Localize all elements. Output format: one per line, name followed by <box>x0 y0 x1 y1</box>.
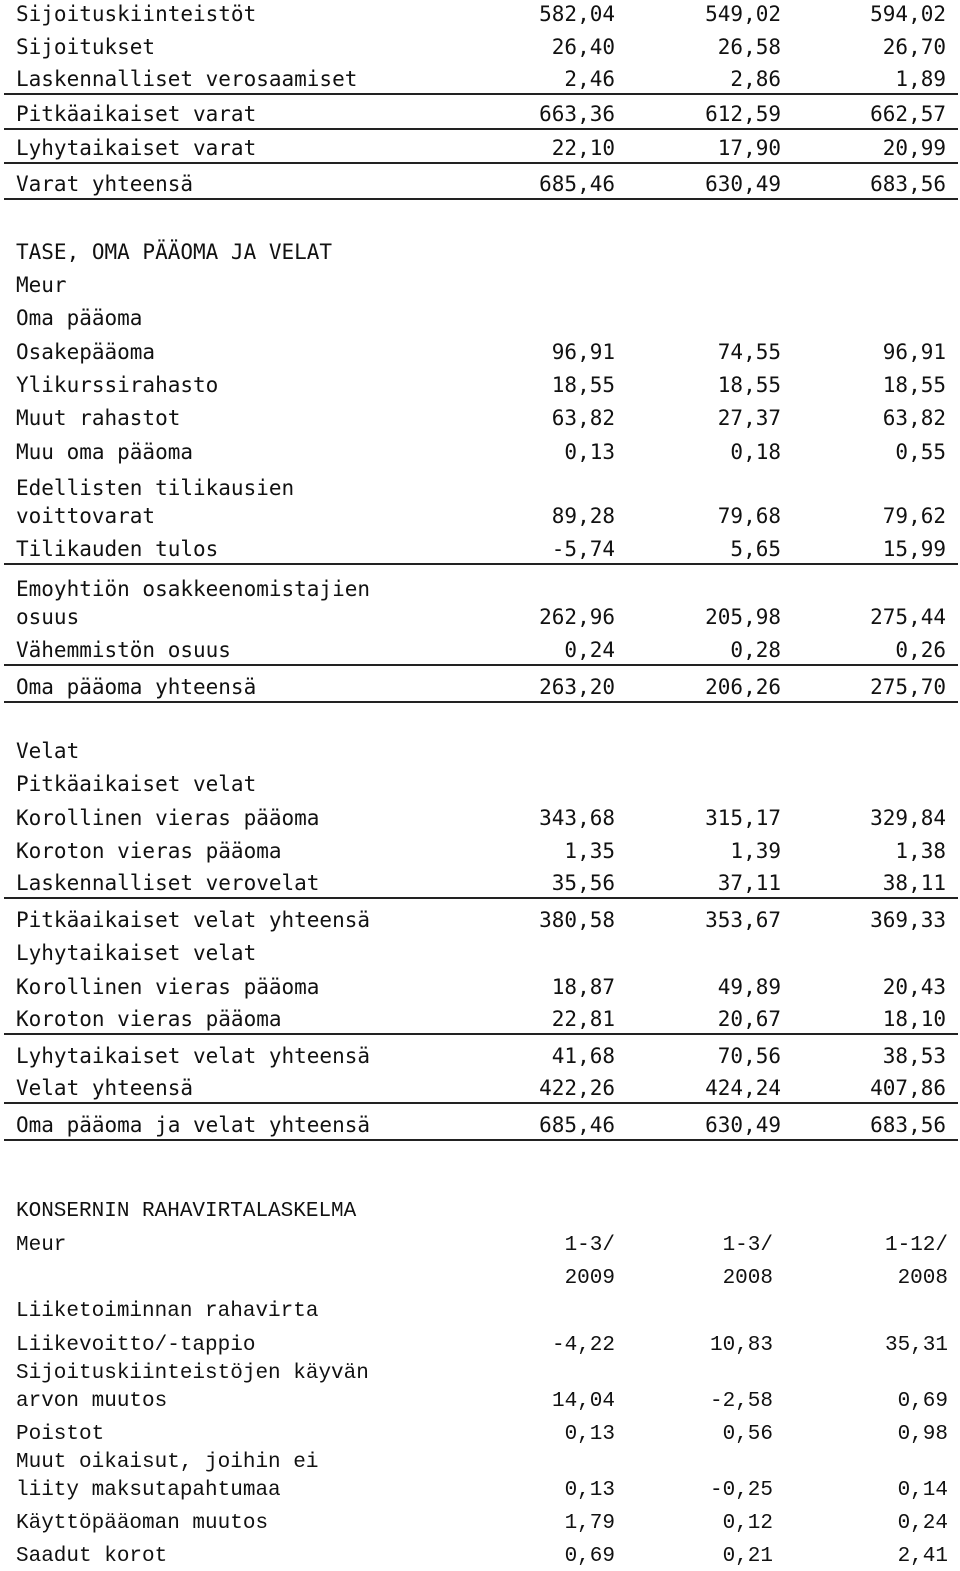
row-label: Muut rahastot <box>16 406 181 430</box>
table-row <box>4 61 958 94</box>
value-cell: 89,28 <box>551 504 615 528</box>
section-title: KONSERNIN RAHAVIRTALASKELMA <box>16 1200 357 1223</box>
value-cell: 343,68 <box>539 806 615 830</box>
value-cell: 17,90 <box>615 129 781 163</box>
table-row <box>4 564 958 631</box>
table-row <box>4 432 958 466</box>
value-cell: 0,28 <box>615 631 781 665</box>
value-cell: 663,36 <box>465 94 615 129</box>
value-cell: 594,02 <box>870 2 946 26</box>
value-cell: 18,87 <box>551 975 615 999</box>
unit-label: Meur <box>16 1234 67 1257</box>
value-cell: 10,83 <box>709 1334 773 1357</box>
balance-sheet-table <box>4 0 958 1141</box>
value-cell: 14,04 <box>551 1390 615 1413</box>
value-cell: 0,12 <box>722 1512 773 1535</box>
table-row <box>4 631 958 665</box>
table-row <box>4 0 958 28</box>
value-cell: 0,55 <box>895 440 946 464</box>
value-cell: 1,89 <box>781 61 958 94</box>
row-label: Vähemmistön osuus <box>4 631 465 665</box>
table-row <box>4 665 958 702</box>
table-row <box>4 1034 958 1070</box>
table-row <box>4 798 958 832</box>
value-cell: 0,14 <box>897 1479 948 1502</box>
row-label: Tilikauden tulos <box>4 530 465 564</box>
value-cell: 0,13 <box>564 1423 615 1446</box>
value-cell: 35,31 <box>884 1334 948 1357</box>
subsection-title: Liiketoiminnan rahavirta <box>16 1300 319 1323</box>
table-row <box>4 967 958 1001</box>
row-label: Lyhytaikaiset varat <box>4 129 465 163</box>
row-label-line1: Emoyhtiön osakkeenomistajien <box>16 577 371 601</box>
value-cell: 5,65 <box>615 530 781 564</box>
subtitle-row <box>4 934 958 967</box>
table-row <box>4 1360 958 1416</box>
header-row <box>4 1260 958 1293</box>
value-cell: 18,10 <box>781 1001 958 1034</box>
value-cell: 2,41 <box>897 1545 948 1568</box>
column-header: 1-3/ <box>722 1234 773 1257</box>
header-row <box>4 1226 958 1260</box>
value-cell: 63,82 <box>882 406 946 430</box>
section-title: TASE, OMA PÄÄOMA JA VELAT <box>16 240 333 264</box>
value-cell: 0,69 <box>897 1390 948 1413</box>
row-label-line1: Sijoituskiinteistöjen käyvän <box>16 1362 369 1385</box>
table-row <box>4 1001 958 1034</box>
column-header: 2008 <box>897 1267 948 1290</box>
row-label <box>4 564 465 631</box>
value-cell: 685,46 <box>465 163 615 199</box>
subtitle-row <box>4 765 958 798</box>
table-row <box>4 94 958 129</box>
value-cell: -2,58 <box>709 1390 773 1413</box>
row-label: Varat yhteensä <box>4 163 465 199</box>
row-label: Poistot <box>16 1423 105 1446</box>
table-row <box>4 129 958 163</box>
value-cell: -4,22 <box>551 1334 615 1357</box>
table-row <box>4 1449 958 1505</box>
row-label: Pitkäaikaiset varat <box>4 94 465 129</box>
row-label-line1: Muut oikaisut, joihin ei <box>16 1451 319 1474</box>
value-cell: 1,79 <box>564 1512 615 1535</box>
value-cell: 26,70 <box>882 35 946 59</box>
value-cell: 26,40 <box>551 35 615 59</box>
value-cell: 18,55 <box>717 373 781 397</box>
table-row <box>4 163 958 199</box>
row-label: Käyttöpääoman muutos <box>16 1512 269 1535</box>
subsection-title: Pitkäaikaiset velat <box>16 772 257 796</box>
column-header: 2009 <box>564 1267 615 1290</box>
table-row <box>4 28 958 61</box>
value-cell: 38,11 <box>781 865 958 898</box>
subtitle-row <box>4 299 958 332</box>
value-cell: 20,67 <box>615 1001 781 1034</box>
value-cell: 0,21 <box>722 1545 773 1568</box>
value-cell: 275,70 <box>781 665 958 702</box>
value-cell: 79,62 <box>882 504 946 528</box>
table-row <box>4 466 958 530</box>
row-label: Laskennalliset verovelat <box>4 865 465 898</box>
value-cell: 0,24 <box>465 631 615 665</box>
value-cell: 22,81 <box>465 1001 615 1034</box>
section-title-row <box>4 732 958 765</box>
value-cell: 15,99 <box>781 530 958 564</box>
row-label <box>4 466 465 530</box>
value-cell: 0,13 <box>564 1479 615 1502</box>
row-label: Oma pääoma yhteensä <box>4 665 465 702</box>
value-cell: 422,26 <box>465 1070 615 1103</box>
spacer-row <box>4 199 958 233</box>
table-row <box>4 1538 958 1571</box>
value-cell: 0,69 <box>564 1545 615 1568</box>
value-cell: 20,99 <box>781 129 958 163</box>
row-label: Ylikurssirahasto <box>16 373 219 397</box>
value-cell: 20,43 <box>882 975 946 999</box>
value-cell: 612,59 <box>615 94 781 129</box>
column-header: 1-3/ <box>564 1234 615 1257</box>
value-cell: 206,26 <box>615 665 781 702</box>
row-label <box>4 1449 465 1505</box>
row-label-line2: voittovarat <box>16 504 156 528</box>
value-cell: 0,56 <box>722 1423 773 1446</box>
row-label: Osakepääoma <box>16 340 156 364</box>
value-cell: 683,56 <box>781 163 958 199</box>
value-cell: 41,68 <box>551 1044 615 1068</box>
column-header: 1-12/ <box>884 1234 948 1257</box>
value-cell: 18,55 <box>882 373 946 397</box>
value-cell: 353,67 <box>705 908 781 932</box>
subtitle-row <box>4 1293 958 1326</box>
value-cell: -5,74 <box>465 530 615 564</box>
value-cell: 35,56 <box>465 865 615 898</box>
value-cell: 683,56 <box>781 1103 958 1140</box>
value-cell: 549,02 <box>705 2 781 26</box>
value-cell: 37,11 <box>615 865 781 898</box>
value-cell: 205,98 <box>705 605 781 629</box>
row-label: Lyhytaikaiset velat yhteensä <box>16 1044 371 1068</box>
row-label: Korollinen vieras pääoma <box>16 806 320 830</box>
value-cell: 329,84 <box>870 806 946 830</box>
spacer-row <box>4 702 958 732</box>
value-cell: 263,20 <box>465 665 615 702</box>
value-cell: 1,38 <box>895 839 946 863</box>
value-cell: 79,68 <box>717 504 781 528</box>
value-cell: 380,58 <box>539 908 615 932</box>
section-title-row <box>4 1194 958 1226</box>
table-row <box>4 1505 958 1538</box>
table-row <box>4 399 958 432</box>
row-label: Sijoitukset <box>16 35 156 59</box>
cashflow-table <box>4 1194 958 1571</box>
row-label-line2: osuus <box>16 605 80 629</box>
value-cell: 630,49 <box>615 163 781 199</box>
value-cell: 275,44 <box>870 605 946 629</box>
section-title: Velat <box>16 739 80 763</box>
row-label <box>4 1360 465 1416</box>
value-cell: 0,24 <box>897 1512 948 1535</box>
table-row <box>4 1326 958 1360</box>
table-row <box>4 1416 958 1449</box>
row-label: Liikevoitto/-tappio <box>16 1334 256 1357</box>
table-row <box>4 366 958 399</box>
value-cell: 1,39 <box>730 839 781 863</box>
value-cell: 1,35 <box>564 839 615 863</box>
value-cell: 582,04 <box>539 2 615 26</box>
value-cell: 18,55 <box>551 373 615 397</box>
value-cell: 369,33 <box>870 908 946 932</box>
unit-label: Meur <box>16 273 67 297</box>
table-row <box>4 898 958 934</box>
row-label: Laskennalliset verosaamiset <box>4 61 465 94</box>
table-row <box>4 1103 958 1140</box>
value-cell: 315,17 <box>705 806 781 830</box>
value-cell: 63,82 <box>551 406 615 430</box>
row-label-line2: liity maksutapahtumaa <box>16 1479 281 1502</box>
value-cell: 96,91 <box>882 340 946 364</box>
value-cell: 96,91 <box>551 340 615 364</box>
unit-row <box>4 266 958 299</box>
value-cell: 630,49 <box>615 1103 781 1140</box>
row-label: Muu oma pääoma <box>16 440 194 464</box>
value-cell: -0,25 <box>709 1479 773 1502</box>
value-cell: 38,53 <box>882 1044 946 1068</box>
value-cell: 685,46 <box>465 1103 615 1140</box>
value-cell: 424,24 <box>615 1070 781 1103</box>
row-label: Korollinen vieras pääoma <box>16 975 320 999</box>
value-cell: 0,13 <box>564 440 615 464</box>
table-row <box>4 865 958 898</box>
row-label-line1: Edellisten tilikausien <box>16 476 295 500</box>
column-header: 2008 <box>722 1267 773 1290</box>
value-cell: 27,37 <box>717 406 781 430</box>
value-cell: 74,55 <box>717 340 781 364</box>
row-label: Koroton vieras pääoma <box>16 839 282 863</box>
value-cell: 49,89 <box>717 975 781 999</box>
table-row <box>4 530 958 564</box>
section-title-row <box>4 233 958 266</box>
value-cell: 2,46 <box>465 61 615 94</box>
value-cell: 2,86 <box>615 61 781 94</box>
value-cell: 662,57 <box>781 94 958 129</box>
row-label: Sijoituskiinteistöt <box>16 2 257 26</box>
table-row <box>4 832 958 865</box>
value-cell: 70,56 <box>717 1044 781 1068</box>
row-label: Oma pääoma ja velat yhteensä <box>4 1103 465 1140</box>
table-row <box>4 332 958 366</box>
value-cell: 262,96 <box>539 605 615 629</box>
value-cell: 22,10 <box>465 129 615 163</box>
row-label-line2: arvon muutos <box>16 1390 168 1413</box>
value-cell: 26,58 <box>717 35 781 59</box>
row-label: Saadut korot <box>16 1545 168 1568</box>
row-label: Velat yhteensä <box>4 1070 465 1103</box>
row-label: Koroton vieras pääoma <box>4 1001 465 1034</box>
value-cell: 0,98 <box>897 1423 948 1446</box>
subsection-title: Lyhytaikaiset velat <box>16 941 257 965</box>
row-label: Pitkäaikaiset velat yhteensä <box>16 908 371 932</box>
value-cell: 407,86 <box>781 1070 958 1103</box>
value-cell: 0,18 <box>730 440 781 464</box>
value-cell: 0,26 <box>781 631 958 665</box>
subsection-title: Oma pääoma <box>16 306 143 330</box>
table-row <box>4 1070 958 1103</box>
